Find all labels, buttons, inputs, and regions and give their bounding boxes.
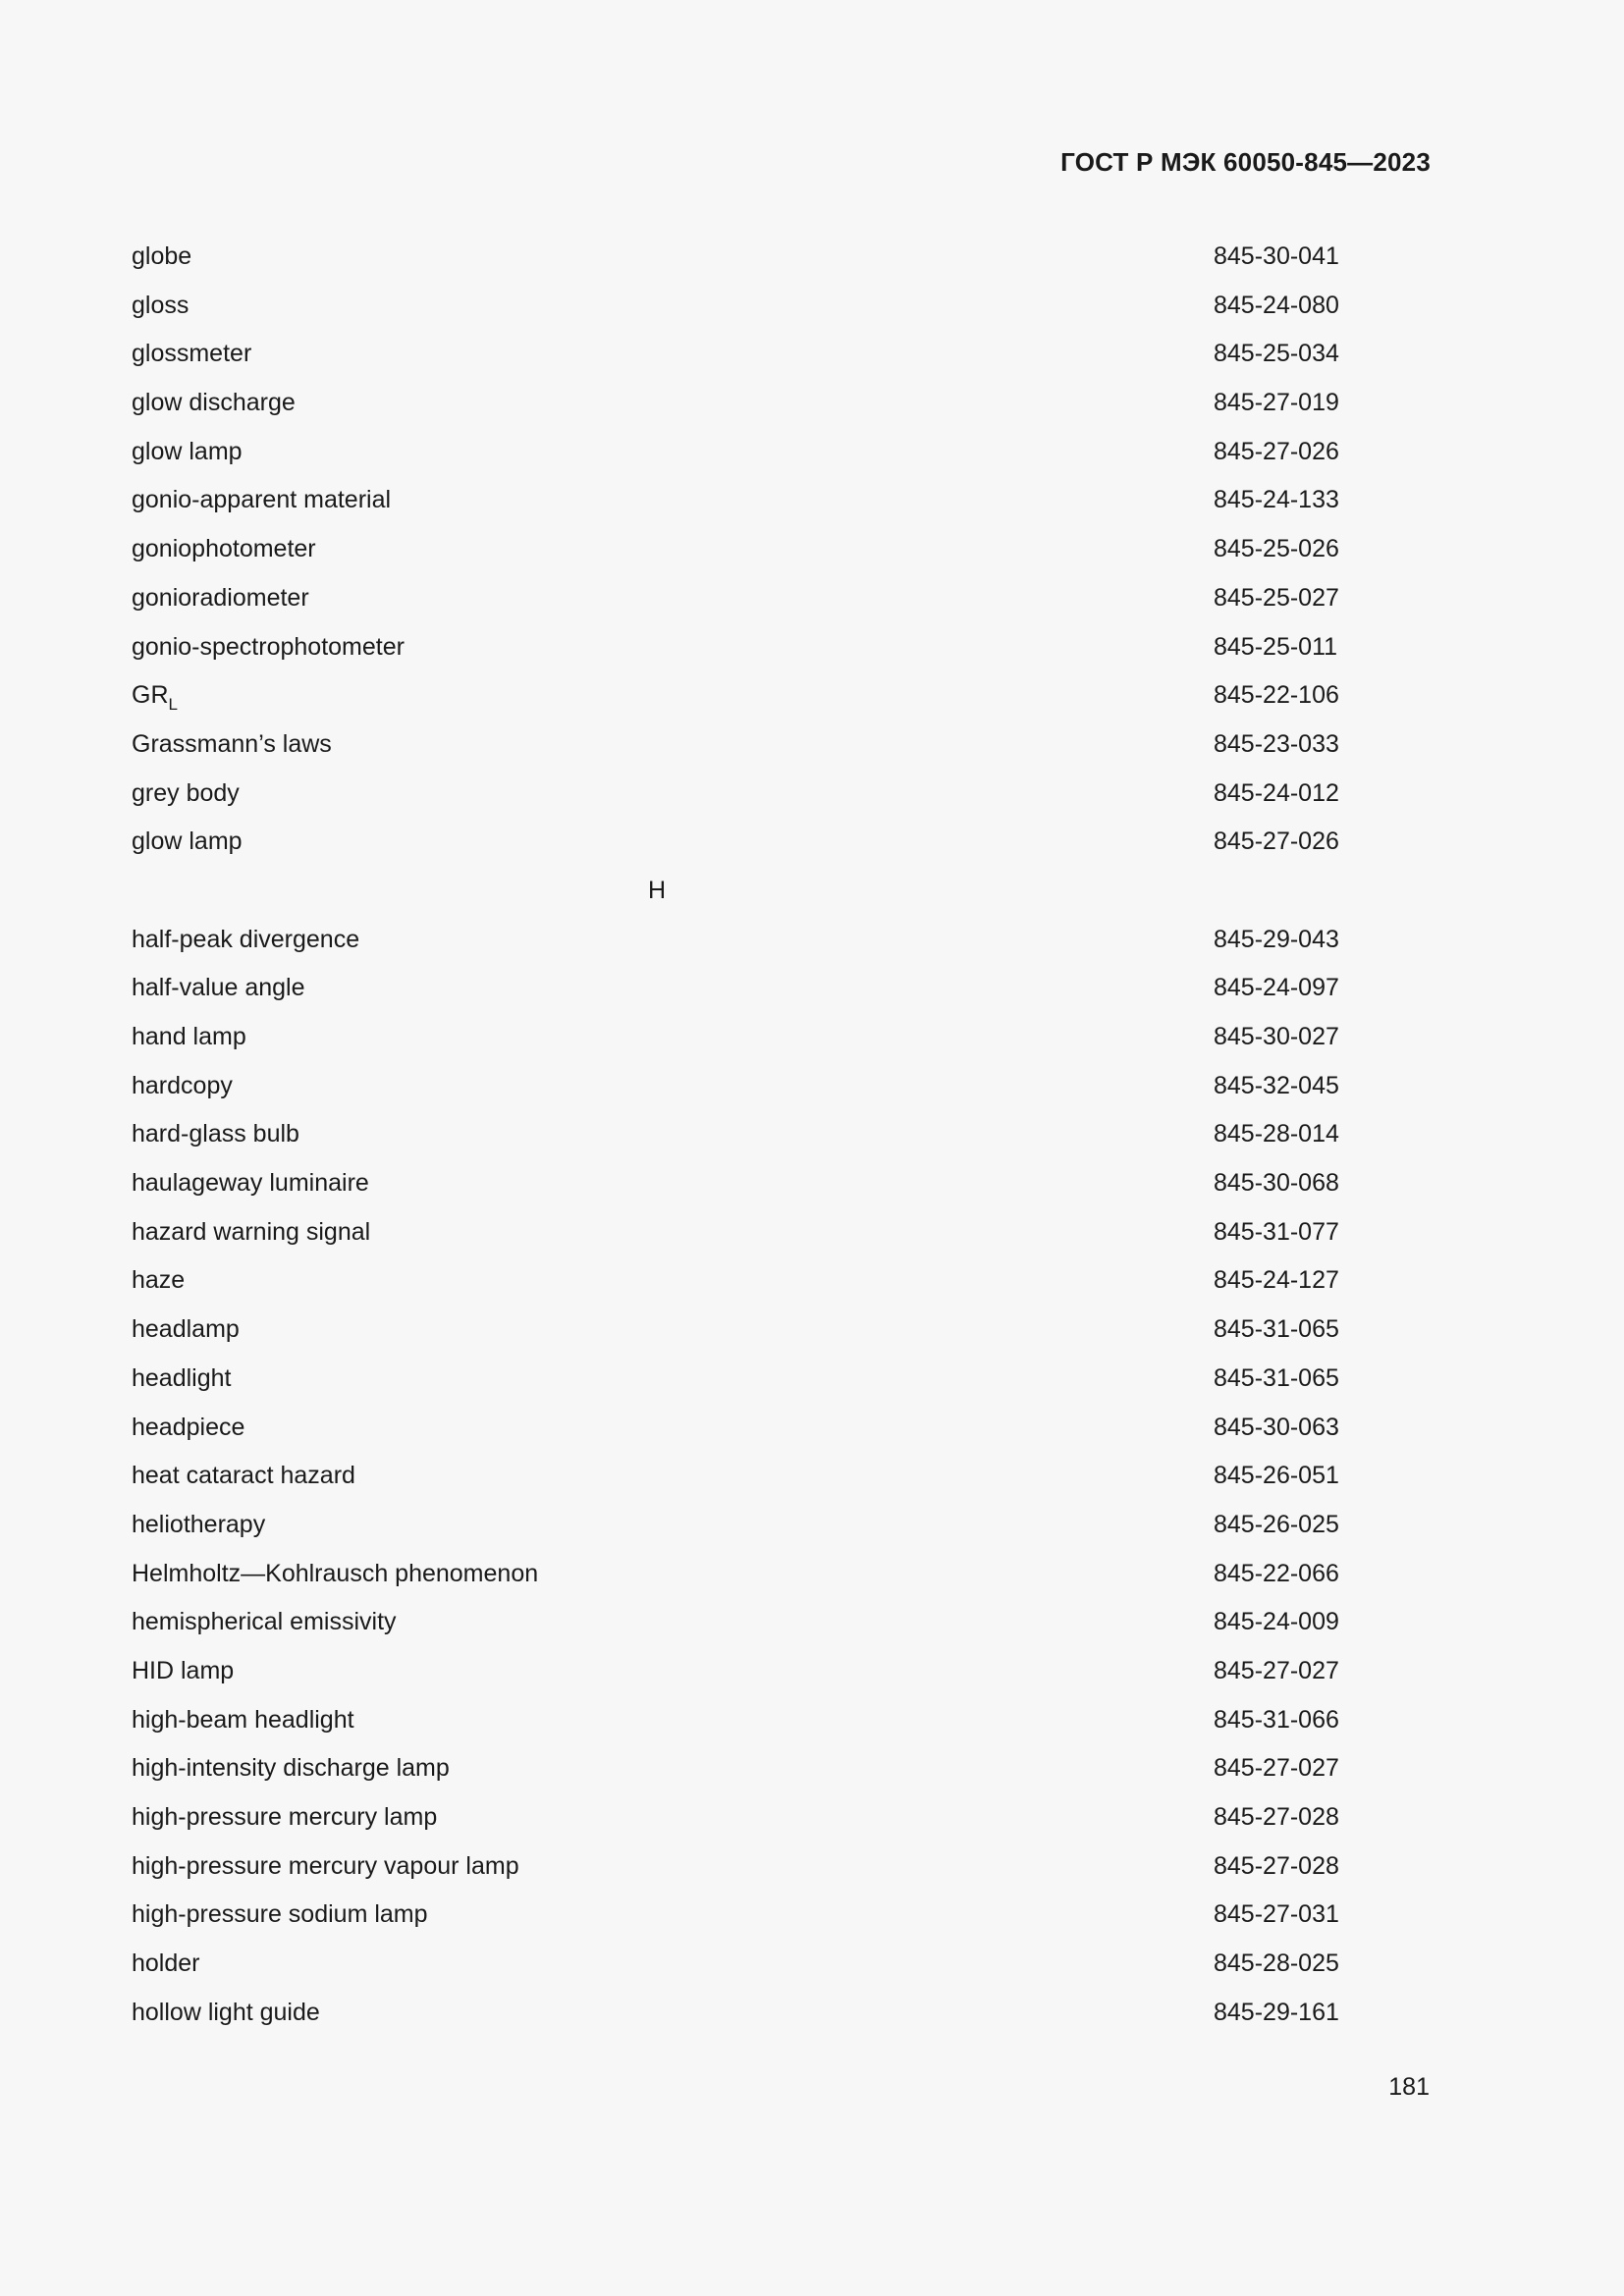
entry-term — [132, 1744, 450, 1793]
index-entry — [132, 623, 1339, 672]
entry-code: 845-27-031 — [1214, 1900, 1339, 1929]
entry-term-text: headlamp — [132, 1315, 240, 1344]
entry-code: 845-30-068 — [1214, 1169, 1339, 1198]
entry-code: 845-31-065 — [1214, 1363, 1339, 1392]
entry-term — [132, 916, 359, 965]
index-entry — [132, 770, 1339, 819]
index-entry — [132, 1696, 1339, 1745]
entry-term — [132, 1891, 428, 1940]
entry-code: 845-24-127 — [1214, 1266, 1339, 1295]
entry-term — [132, 671, 178, 721]
entry-code: 845-27-026 — [1214, 828, 1339, 856]
entry-term — [132, 1647, 234, 1696]
entry-code: 845-27-028 — [1214, 1851, 1339, 1880]
entry-code: 845-26-025 — [1214, 1510, 1339, 1538]
entry-term-text: Helmholtz—Kohlrausch phenomenon — [132, 1559, 539, 1587]
index-entry — [132, 1159, 1339, 1208]
entry-term-text: glossmeter — [132, 340, 252, 368]
index-entry — [132, 233, 1339, 282]
index-entry — [132, 1989, 1339, 2038]
entry-term — [132, 525, 316, 574]
index-entry — [132, 282, 1339, 331]
entry-term-text: HID lamp — [132, 1656, 235, 1684]
entry-term-text: hard-glass bulb — [132, 1120, 299, 1148]
entry-term-text: gonioradiometer — [132, 583, 309, 612]
entry-term-text: half-peak divergence — [132, 925, 360, 953]
index-entry — [132, 1842, 1339, 1892]
entry-term — [132, 964, 305, 1013]
entry-code: 845-27-026 — [1214, 437, 1339, 465]
entry-code: 845-24-012 — [1214, 778, 1339, 807]
term-index — [132, 233, 1339, 2037]
entry-code: 845-23-033 — [1214, 729, 1339, 758]
entry-term-text: gonio-spectrophotometer — [132, 632, 405, 661]
entry-code: 845-31-066 — [1214, 1705, 1339, 1734]
entry-term-text: hazard warning signal — [132, 1217, 371, 1246]
entry-term — [132, 1208, 370, 1257]
entry-code: 845-24-133 — [1214, 486, 1339, 514]
index-entry — [132, 1062, 1339, 1111]
entry-term-text: hand lamp — [132, 1023, 246, 1050]
entry-term — [132, 1110, 299, 1159]
entry-term — [132, 379, 296, 428]
entry-term — [132, 1452, 355, 1501]
index-entry — [132, 1550, 1339, 1599]
entry-term-text: gloss — [132, 291, 189, 319]
index-entry — [132, 1404, 1339, 1453]
index-entry — [132, 916, 1339, 965]
entry-code: 845-29-161 — [1214, 1998, 1339, 2026]
entry-code: 845-32-045 — [1214, 1071, 1339, 1099]
entry-term — [132, 1062, 233, 1111]
entry-code: 845-24-080 — [1214, 291, 1339, 319]
entry-term — [132, 233, 191, 282]
index-entry — [132, 1013, 1339, 1062]
entry-term — [132, 1355, 231, 1404]
entry-term-text: headlight — [132, 1363, 232, 1392]
entry-term-text: gonio-apparent material — [132, 486, 392, 514]
entry-term-text: Grassmann’s laws — [132, 729, 332, 758]
index-entry — [132, 721, 1339, 770]
document-header: ГОСТ Р МЭК 60050-845—2023 — [1060, 147, 1431, 177]
index-entry — [132, 1891, 1339, 1940]
entry-term-text: glow lamp — [132, 437, 243, 465]
entry-code: 845-30-041 — [1214, 242, 1339, 270]
entry-code: 845-22-066 — [1214, 1559, 1339, 1587]
entry-code: 845-25-026 — [1214, 535, 1339, 563]
entry-code: 845-26-051 — [1214, 1462, 1339, 1490]
index-entry — [132, 671, 1339, 721]
entry-code: 845-25-027 — [1214, 583, 1339, 612]
entry-term-text: heat cataract hazard — [132, 1462, 355, 1490]
index-section-g — [132, 233, 1339, 867]
index-entry — [132, 1256, 1339, 1306]
entry-term-text: haze — [132, 1266, 186, 1295]
entry-term-text: globe — [132, 242, 192, 270]
entry-term — [132, 1940, 200, 1989]
entry-code: 845-28-025 — [1214, 1949, 1339, 1978]
index-entry — [132, 1501, 1339, 1550]
entry-term — [132, 1598, 397, 1647]
entry-code: 845-30-063 — [1214, 1413, 1339, 1441]
index-entry — [132, 1110, 1339, 1159]
entry-term-text: glow lamp — [132, 828, 243, 856]
index-entry — [132, 428, 1339, 477]
entry-term — [132, 1989, 320, 2038]
index-entry — [132, 330, 1339, 379]
entry-term — [132, 330, 251, 379]
index-entry — [132, 1647, 1339, 1696]
entry-term — [132, 818, 243, 867]
entry-code: 845-30-027 — [1214, 1023, 1339, 1050]
entry-code: 845-31-065 — [1214, 1315, 1339, 1344]
entry-code: 845-24-009 — [1214, 1608, 1339, 1636]
entry-term — [132, 428, 243, 477]
section-letter: H — [648, 876, 667, 904]
entry-term — [132, 1159, 369, 1208]
entry-term — [132, 1793, 437, 1842]
entry-term-text: high-pressure mercury vapour lamp — [132, 1851, 519, 1880]
index-entry — [132, 1306, 1339, 1355]
entry-term-text: hardcopy — [132, 1071, 233, 1099]
index-entry — [132, 818, 1339, 867]
entry-term — [132, 623, 405, 672]
index-entry — [132, 1208, 1339, 1257]
entry-term — [132, 1404, 244, 1453]
entry-code: 845-27-027 — [1214, 1754, 1339, 1783]
page-number: 181 — [1388, 2073, 1430, 2101]
entry-term-text: holder — [132, 1949, 200, 1978]
entry-term-text: half-value angle — [132, 974, 305, 1002]
index-entry — [132, 1744, 1339, 1793]
index-entry — [132, 476, 1339, 525]
entry-code: 845-28-014 — [1214, 1120, 1339, 1148]
entry-term-text: high-pressure sodium lamp — [132, 1900, 428, 1929]
entry-term-text: grey body — [132, 778, 240, 807]
entry-term — [132, 476, 391, 525]
index-entry — [132, 1355, 1339, 1404]
entry-code: 845-24-097 — [1214, 974, 1339, 1002]
entry-term-text: high-pressure mercury lamp — [132, 1803, 438, 1831]
entry-term — [132, 1013, 246, 1062]
entry-code: 845-27-019 — [1214, 389, 1339, 417]
index-entry — [132, 1940, 1339, 1989]
index-entry — [132, 1452, 1339, 1501]
entry-term-text: haulageway luminaire — [132, 1169, 369, 1198]
entry-term — [132, 770, 240, 819]
section-heading-h — [132, 867, 1339, 916]
entry-term — [132, 1501, 265, 1550]
entry-code: 845-22-106 — [1214, 681, 1339, 710]
entry-term — [132, 721, 332, 770]
entry-code: 845-25-034 — [1214, 340, 1339, 368]
entry-term-text: GR — [132, 681, 169, 710]
entry-term — [132, 1306, 240, 1355]
index-entry — [132, 379, 1339, 428]
entry-code: 845-31-077 — [1214, 1217, 1339, 1246]
index-entry — [132, 1793, 1339, 1842]
entry-term — [132, 1842, 519, 1892]
entry-term-text: headpiece — [132, 1413, 245, 1441]
index-entry — [132, 525, 1339, 574]
entry-term-text: heliotherapy — [132, 1510, 266, 1538]
entry-code: 845-27-028 — [1214, 1803, 1339, 1831]
entry-term-text: goniophotometer — [132, 535, 316, 563]
entry-term-subscript: L — [168, 695, 178, 715]
entry-term-text: high-intensity discharge lamp — [132, 1754, 450, 1783]
index-section-h — [132, 916, 1339, 2038]
entry-term — [132, 1550, 538, 1599]
entry-code: 845-29-043 — [1214, 925, 1339, 953]
entry-code: 845-27-027 — [1214, 1656, 1339, 1684]
entry-term — [132, 282, 189, 331]
entry-term-text: glow discharge — [132, 389, 296, 417]
entry-term — [132, 574, 309, 623]
index-entry — [132, 574, 1339, 623]
entry-term-text: hemispherical emissivity — [132, 1608, 397, 1636]
index-entry — [132, 964, 1339, 1013]
entry-term-text: hollow light guide — [132, 1998, 320, 2026]
index-entry — [132, 1598, 1339, 1647]
entry-term-text: high-beam headlight — [132, 1705, 354, 1734]
entry-code: 845-25-011 — [1214, 632, 1338, 661]
entry-term — [132, 1256, 185, 1306]
entry-term — [132, 1696, 354, 1745]
